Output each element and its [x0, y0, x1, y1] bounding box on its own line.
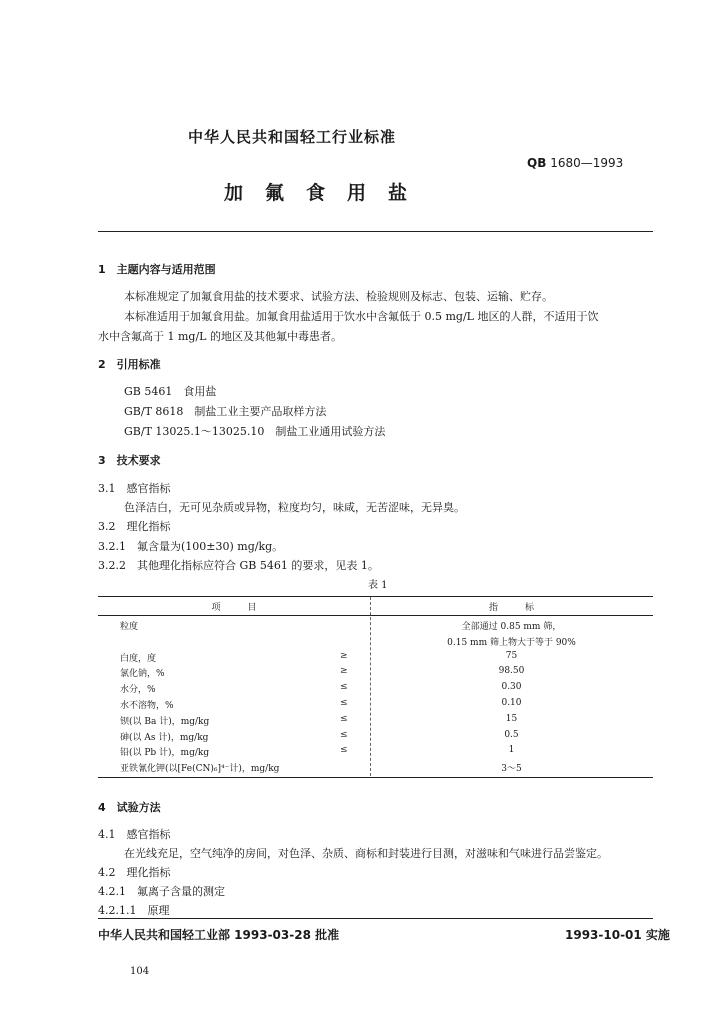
- table-cell-value: 3～5: [501, 764, 522, 774]
- table-header-rule: [98, 615, 653, 616]
- implementation-date: 1993-10-01 实施: [565, 928, 670, 942]
- table-caption: 表 1: [368, 580, 388, 591]
- table-top-rule: [98, 596, 653, 597]
- table-cell-item: 亚铁氰化钾(以[Fe(CN)₆]⁴⁻计)，mg/kg: [120, 764, 280, 774]
- table-cell-operator: ≤: [340, 745, 348, 755]
- section-1-paragraph-2a: 本标准适用于加氟食用盐。加氟食用盐适用于饮水中含氟低于 0.5 mg/L 地区的人群，不适用于饮: [124, 310, 599, 323]
- section-3-2-heading: 3.2 理化指标: [98, 520, 171, 533]
- section-3-1-heading: 3.1 感官指标: [98, 482, 171, 495]
- table-cell-value: 75: [505, 651, 518, 661]
- page-number: 104: [130, 966, 150, 977]
- section-2-heading: 2 引用标准: [98, 358, 161, 371]
- table-cell-value: 0.30: [501, 682, 522, 692]
- table-cell-value: 0.15 mm 筛上物大于等于 90%: [447, 638, 576, 648]
- section-4-heading: 4 试验方法: [98, 801, 161, 814]
- document-title: 加氟食用盐: [224, 182, 430, 204]
- header-divider: [98, 231, 653, 232]
- table-bottom-rule: [98, 777, 653, 778]
- org-title: 中华人民共和国轻工行业标准: [188, 128, 397, 146]
- table-cell-value: 1: [508, 745, 515, 755]
- table-header-index: 指 标: [488, 603, 534, 613]
- section-3-heading: 3 技术要求: [98, 454, 161, 467]
- table-cell-item: 铅(以 Pb 计)，mg/kg: [120, 748, 210, 758]
- table-cell-operator: ≤: [340, 682, 348, 692]
- section-3-2-2-text: 3.2.2 其他理化指标应符合 GB 5461 的要求，见表 1。: [98, 559, 379, 572]
- table-cell-item: 粒度: [120, 622, 139, 632]
- table-cell-operator: ≤: [340, 714, 348, 724]
- section-3-2-1-text: 3.2.1 氟含量为(100±30) mg/kg。: [98, 540, 284, 553]
- table-cell-operator: ≤: [340, 698, 348, 708]
- section-4-1-text: 在光线充足，空气纯净的房间，对色泽、杂质、商标和封装进行目测，对滋味和气味进行品尝鉴定。: [124, 847, 608, 860]
- section-4-2-heading: 4.2 理化指标: [98, 866, 171, 879]
- table-cell-item: 钡(以 Ba 计)，mg/kg: [120, 717, 210, 727]
- table-cell-operator: ≥: [340, 666, 348, 676]
- table-cell-item: 水不溶物，%: [120, 701, 174, 711]
- section-4-1-heading: 4.1 感官指标: [98, 828, 171, 841]
- reference-item: GB/T 13025.1～13025.10 制盐工业通用试验方法: [124, 425, 386, 438]
- footer-divider: [98, 918, 653, 919]
- standard-code: 1680—1993: [550, 156, 624, 170]
- reference-item: GB/T 8618 制盐工业主要产品取样方法: [124, 405, 327, 418]
- table-cell-value: 15: [505, 714, 518, 724]
- table-cell-value: 0.5: [504, 730, 519, 740]
- table-cell-operator: ≥: [340, 651, 348, 661]
- section-1-heading: 1 主题内容与适用范围: [98, 263, 216, 276]
- table-cell-value: 98.50: [498, 666, 525, 676]
- approval-line: 中华人民共和国轻工业部 1993-03-28 批准: [98, 928, 340, 942]
- standard-prefix: QB: [527, 156, 547, 170]
- section-1-paragraph-2b: 水中含氟高于 1 mg/L 的地区及其他氟中毒患者。: [98, 330, 342, 343]
- standard-number: [527, 156, 623, 170]
- table-cell-item: 氯化钠，%: [120, 669, 165, 679]
- table-cell-value: 全部通过 0.85 mm 筛，: [461, 622, 562, 632]
- table-cell-value: 0.10: [501, 698, 522, 708]
- section-4-2-1-1-heading: 4.2.1.1 原理: [98, 904, 170, 917]
- section-3-1-text: 色泽洁白，无可见杂质或异物，粒度均匀，味咸，无苦涩味，无异臭。: [124, 501, 465, 514]
- table-cell-item: 白度，度: [120, 654, 157, 664]
- table-cell-item: 砷(以 As 计)，mg/kg: [120, 733, 209, 743]
- table-cell-operator: ≤: [340, 730, 348, 740]
- section-4-2-1-heading: 4.2.1 氟离子含量的测定: [98, 885, 225, 898]
- section-1-paragraph-1: 本标准规定了加氟食用盐的技术要求、试验方法、检验规则及标志、包装、运输、贮存。: [124, 290, 553, 303]
- table-header-item: 项 目: [211, 603, 257, 613]
- table-cell-item: 水分，%: [120, 685, 156, 695]
- reference-item: GB 5461 食用盐: [124, 385, 217, 398]
